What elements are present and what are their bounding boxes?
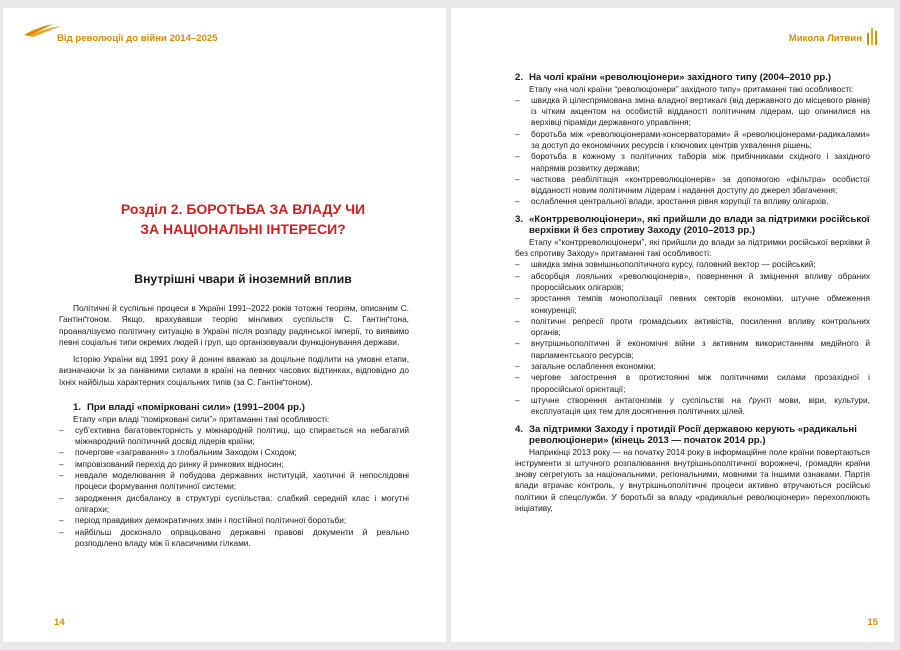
item-heading: [59, 402, 409, 414]
left-body: [59, 303, 409, 549]
list-item: – імпровізований перехід до ринку й ринкових відносин;: [59, 458, 284, 469]
dash-marker: –: [515, 338, 520, 349]
list-item: – боротьба між «революціонерами-консерваторами» й «революціонерами-радикалами» за доступ до економічних ресурсів і ключових центрів ухвалення рішень;: [515, 128, 870, 150]
dash-marker: –: [59, 424, 64, 435]
dash-marker: –: [515, 293, 520, 304]
dash-marker: –: [515, 259, 520, 270]
list-item: – період правдивих демократичних змін і постійної політичної боротьби;: [59, 515, 347, 526]
list-item: – часткова реабілітація «контрреволюціонерів» за допомогою «фільтра» особистої відданості новим політичним лідерам і надання доступу до джерел збагачення;: [515, 173, 870, 196]
item-heading: [515, 72, 870, 84]
item-number: 4.: [515, 423, 524, 435]
list-item: – чергове загострення в протистоянні між політичними силами прозахідної і проросійської орієнтації;: [515, 372, 870, 394]
item-intro: Етапу «на чолі країни “революціонери” західного типу» притаманні такі особливості:: [529, 83, 854, 94]
paragraph: Історію України від 1991 року й донині вважаю за доцільне поділити на умовні етапи, визначаючи їх за панівними силами в країні на певних часових відтинках, відповідно до їхніх найбільш характерних соціальних типів (за С. Гантінґтоном).: [59, 354, 409, 387]
list-item: – почергове «загравання» з глобальним Заходом і Сходом;: [59, 447, 297, 458]
dash-marker: –: [515, 151, 520, 162]
list-item: – внутрішньополітичні й економічні війни з активним використанням медійного й парламентського ресурсів;: [515, 338, 870, 360]
item-number: 2.: [515, 72, 524, 83]
page-number: 14: [54, 617, 65, 628]
section-title: Внутрішні чвари й іноземний вплив: [134, 272, 352, 286]
bullet-list: [515, 259, 870, 417]
dash-marker: –: [515, 315, 520, 326]
dash-marker: –: [59, 458, 64, 469]
page-number: 15: [867, 617, 878, 628]
dash-marker: –: [59, 526, 64, 537]
item-intro: Етапу «при владі “помірковані сили”» притаманні такі особливості:: [73, 413, 330, 424]
list-item: – політичні репресії проти громадських активістів, посилення впливу контрольних органів;: [515, 315, 870, 338]
bullet-list: [59, 425, 409, 549]
bullet-list: [515, 95, 870, 208]
list-item: – штучне створення антагонізмів у суспільстві на ґрунті мови, віри, культури, експлуатація цих тем для досягнення політичних цілей.: [515, 394, 870, 417]
chapter-title-line2: ЗА НАЦІОНАЛЬНІ ІНТЕРЕСИ?: [140, 221, 346, 237]
list-item: – швидка зміна зовнішньополітичного курсу, головний вектор — російський;: [515, 259, 816, 270]
dash-marker: –: [515, 361, 520, 372]
list-item: – суб’єктивна багатовекторність у міжнародній політиці, що спирається на небагатий міжнародний політичний досвід лідерів країни;: [59, 424, 409, 447]
dash-marker: –: [515, 128, 520, 139]
dash-marker: –: [515, 94, 520, 105]
dash-marker: –: [515, 270, 520, 281]
chapter-title-line1: Розділ 2. БОРОТЬБА ЗА ВЛАДУ ЧИ: [120, 201, 366, 217]
list-item: – зростання темпів монополізації певних секторів економіки, штучне обмеження конкуренції;: [515, 293, 870, 315]
dash-marker: –: [515, 173, 520, 184]
item-intro: Етапу «“контрреволюціонери”, які прийшли до влади за підтримки російської верхівки й без спротиву Заходу» притаманні такі особливості:: [515, 236, 870, 259]
item-heading-text: «Контрреволюціонери», які прийшли до влади за підтримки російської верхівки й без спротиву Заходу (2010–2013 рр.): [529, 213, 870, 237]
list-item: – найбільш досконало опрацьовано державні правові документи й реально розподілено владу між її класичними гілками.: [59, 526, 409, 548]
dash-marker: –: [515, 372, 520, 383]
book-title: Від революції до війни 2014–2025: [57, 33, 218, 44]
closing-paragraph: Наприкінці 2013 року — на початку 2014 року в інформаційне поле країни повертаються інструменти зі штучного розпалювання внутрішньополітичної ворожнечі, громадян країни знову сегрегують за національними, регіональними, мовними та іншими ознаками. Партія влади втрачає контроль, у внутрішньополітичні процеси активно втручаються російські політики й спецслужби. У боротьбі за владу «радикальні революціонери» перехоплюють ініціативу,: [515, 446, 870, 513]
dash-marker: –: [59, 492, 64, 503]
item-heading: [515, 424, 870, 447]
item-heading-text: При владі «помірковані сили» (1991–2004 рр.): [87, 402, 305, 414]
item-heading-text: На чолі країни «революціонери» західного типу (2004–2010 рр.): [529, 72, 832, 83]
author-name: Микола Литвин: [788, 33, 862, 44]
list-item: – невдале моделювання й побудова державних інституцій, хаотичні й непослідовні процеси формування політичної системи;: [59, 470, 409, 492]
dash-marker: –: [59, 470, 64, 481]
dash-marker: –: [515, 394, 520, 405]
right-body: [515, 72, 870, 514]
item-heading: [515, 214, 870, 237]
vertical-bars-logo-icon: [866, 26, 878, 46]
item-number: 1.: [73, 402, 82, 414]
chapter-title: [43, 199, 443, 239]
dash-marker: –: [515, 196, 520, 207]
left-page: [3, 8, 446, 642]
item-heading-text: За підтримки Заходу і протидії Росії державою керують «радикальні революціонери» (кінець 2013 — початок 2014 рр.): [529, 423, 857, 447]
list-item: – абсорбція лояльних «революціонерів», повернення й зміцнення впливу обраних проросійських олігархів;: [515, 270, 870, 292]
right-header: [718, 26, 878, 46]
list-item: – ослаблення центральної влади, зростання рівня корупції та впливу олігархів.: [515, 196, 829, 207]
list-item: – боротьба в кожному з політичних таборів між прибічниками східного і західного напрямів розвитку держави;: [515, 151, 870, 173]
right-page: [451, 8, 894, 642]
dash-marker: –: [59, 515, 64, 526]
list-item: – зародження дисбалансу в структурі суспільства: слабкий середній клас і могутні олігархи;: [59, 492, 409, 514]
dash-marker: –: [59, 447, 64, 458]
list-item: – швидка й цілеспрямована зміна владної вертикалі (від державного до місцевого рівнів) із чітким акцентом на особистій відданості політичним лідерам, що опинилися на верхівці піраміди державного управління;: [515, 94, 870, 128]
item-number: 3.: [515, 213, 524, 225]
paragraph: Політичні й суспільні процеси в Україні 1991–2022 років тотожні теоріям, описаним С. Гантінґтоном. Якщо, врахувавши теорію мінливих суспільств С. Гантінґтона, проаналізуємо політичну ситуацію в Україні після розпаду радянської імперії, то виявимо певні соціальні типи окремих людей і груп, що організовували функціонування держави.: [59, 303, 409, 347]
list-item: – загальне ослаблення економіки;: [515, 361, 656, 372]
